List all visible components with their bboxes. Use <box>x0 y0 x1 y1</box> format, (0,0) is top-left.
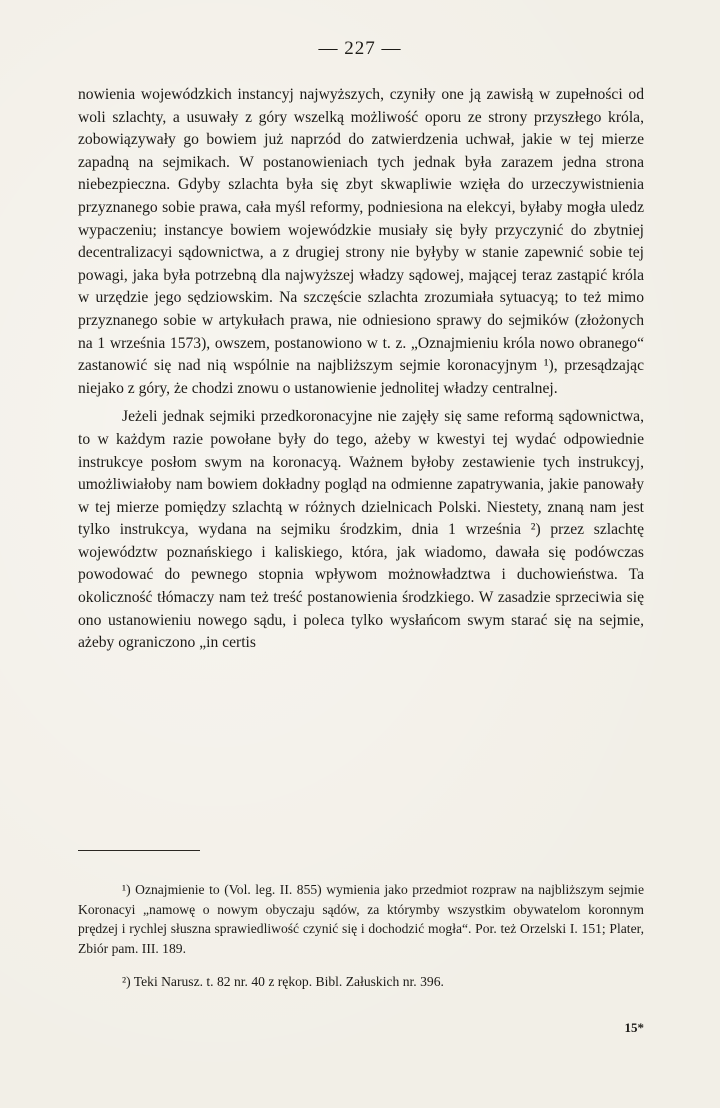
paragraph-1: nowienia wojewódzkich instancyj najwyższych, czyniły one ją zawisłą w zupełności od woli szlachty, a usuwały z góry wszelką możliwość oporu ze strony przyszłego króla, zobowiązywały go bowiem już naprzód do zatwierdzenia uchwał, jakie w tej mierze zapadną na sejmikach. W postanowieniach tych jednak była zarazem jedna strona niebezpieczna. Gdyby szlachta była się zbyt skwapliwie wzięła do urzeczywistnienia przyznanego sobie prawa, cała myśl reformy, podniesiona na elekcyi, byłaby mogła uledz wypaczeniu; instancye bowiem wojewódzkie musiały się były przyczynić do zbytniej decentralizacyi sądownictwa, a z drugiej strony nie byłyby w stanie zapewnić sobie tej powagi, jaka była potrzebną dla najwyższej władzy sądowej, mającej teraz zastąpić króla w urzędzie jego sędziowskim. Na szczęście szlachta zrozumiała sytuacyą; to też mimo przyznanego sobie w artykułach prawa, nie odniesiono sprawy do sejmików (złożonych na 1 września 1573), owszem, postanowiono w t. z. „Oznajmieniu króla nowo obranego“ zastanowić się nad nią wspólnie na najbliższym sejmie koronacyjnym ¹), przesądzając niejako z góry, że chodzi znowu o ustanowienie jednolitej władzy centralnej. <box>78 86 644 397</box>
footnote-1: ¹) Oznajmienie to (Vol. leg. II. 855) wymienia jako przedmiot rozpraw na najbliższym sejmie Koronacyi „namowę o nowym obyczaju sądów, za którymby wszystkim obywatelom koronnym prędzej i rychlej słuszna sprawiedliwość czynić się i dochodzić mogła“. Por. też Orzelski I. 151; Plater, Zbiór pam. III. 189. <box>78 882 644 956</box>
footnote-divider <box>78 850 200 851</box>
page-number: — 227 — <box>318 38 402 59</box>
footnotes <box>78 880 644 992</box>
printer-signature: 15* <box>624 1020 644 1035</box>
body-text <box>78 84 644 655</box>
paragraph-2: Jeżeli jednak sejmiki przedkoronacyjne nie zajęły się same reformą sądownictwa, to w każdym razie powołane były do tego, ażeby w kwestyi tej wydać odpowiednie instrukcye posłom swym na koronacyą. Ważnem byłoby zestawienie tych instrukcyj, umożliwiałoby nam bowiem dokładny pogląd na odmienne zapatrywania, jakie panowały w tej mierze pomiędzy szlachtą w różnych dzielnicach Polski. Niestety, znaną nam jest tylko instrukcya, wydana na sejmiku środzkim, dnia 1 września ²) przez szlachtę województw poznańskiego i kaliskiego, która, jak wiadomo, dawała się podówczas powodować do pewnego stopnia wpływom możnowładztwa i duchowieństwa. Ta okoliczność tłómaczy nam też treść postanowienia środzkiego. W zasadzie sprzeciwia się ono ustanowieniu nowego sądu, i poleca tylko wysłańcom swym starać się na sejmie, ażeby ograniczono „in certis <box>78 408 644 652</box>
footnote-2: ²) Teki Narusz. t. 82 nr. 40 z rękop. Bibl. Załuskich nr. 396. <box>122 974 444 990</box>
